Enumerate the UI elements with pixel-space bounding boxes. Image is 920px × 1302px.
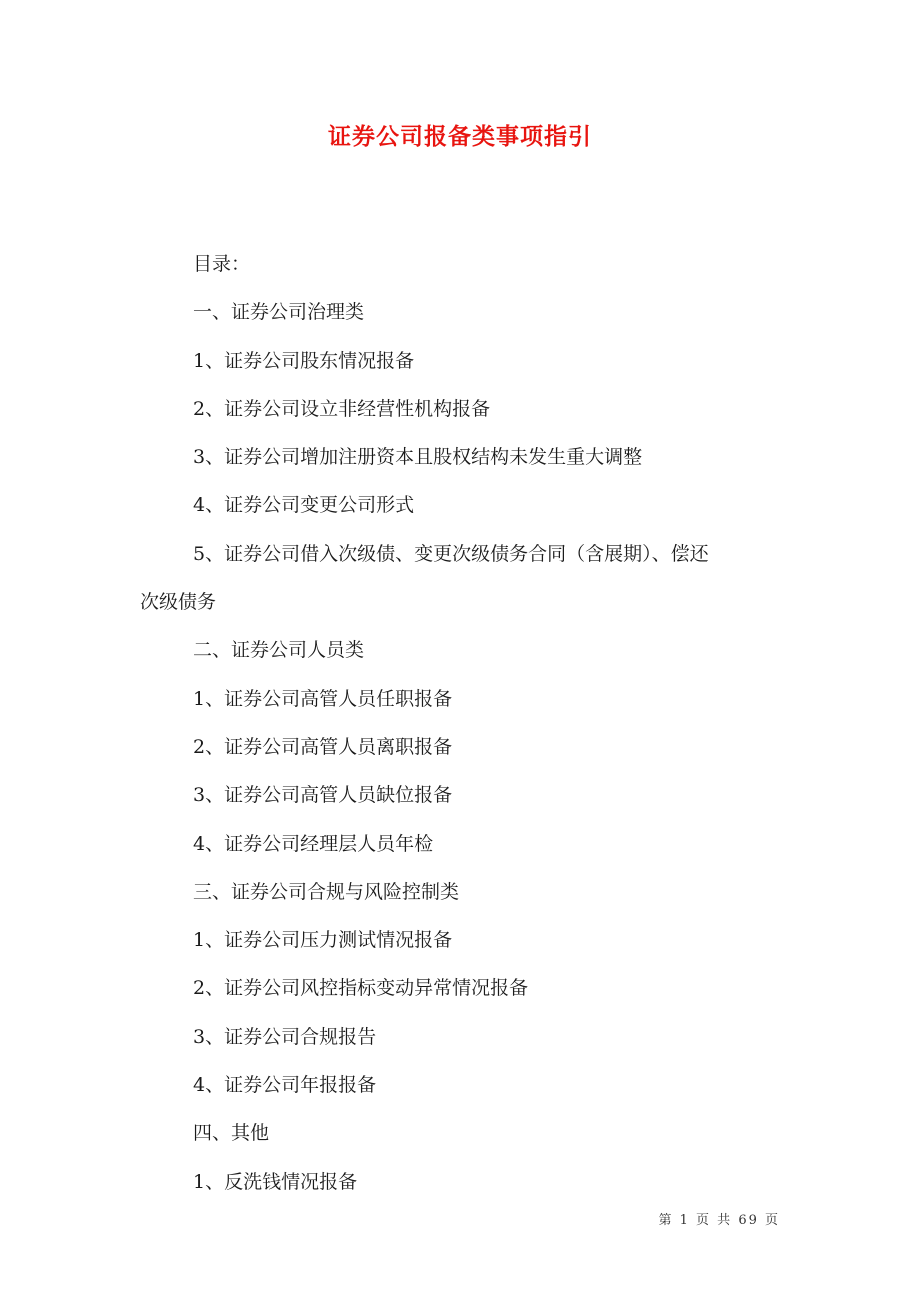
toc-section-heading: 一、证券公司治理类 <box>193 301 365 324</box>
toc-entry: 3、证券公司合规报告 <box>193 1025 377 1048</box>
toc-entry: 5、证券公司借入次级债、变更次级债务合同（含展期）、偿还 <box>193 542 709 565</box>
toc-entry: 4、证券公司变更公司形式 <box>193 494 415 517</box>
toc-section-heading: 三、证券公司合规与风险控制类 <box>193 880 460 903</box>
toc-section-heading: 二、证券公司人员类 <box>193 639 365 662</box>
toc-entry: 1、证券公司压力测试情况报备 <box>193 929 453 952</box>
toc-entry-continuation: 次级债务 <box>140 591 217 614</box>
toc-entry: 4、证券公司经理层人员年检 <box>193 832 434 855</box>
toc-entry: 3、证券公司增加注册资本且股权结构未发生重大调整 <box>193 446 643 469</box>
toc-entry: 2、证券公司风控指标变动异常情况报备 <box>193 977 529 1000</box>
toc-entry: 2、证券公司设立非经营性机构报备 <box>193 397 491 420</box>
toc-entry: 1、证券公司股东情况报备 <box>193 349 415 372</box>
document-title: 证券公司报备类事项指引 <box>328 123 592 150</box>
toc-entry: 4、证券公司年报报备 <box>193 1074 377 1097</box>
page-number: 第 1 页 共 69 页 <box>658 1213 780 1228</box>
toc-entry: 1、反洗钱情况报备 <box>193 1170 358 1193</box>
toc-entry: 1、证券公司高管人员任职报备 <box>193 687 453 710</box>
toc-heading: 目录： <box>193 253 251 275</box>
table-of-contents <box>140 240 790 1206</box>
toc-section-heading: 四、其他 <box>193 1122 270 1145</box>
toc-entry: 3、证券公司高管人员缺位报备 <box>193 784 453 807</box>
toc-entry: 2、证券公司高管人员离职报备 <box>193 735 453 758</box>
